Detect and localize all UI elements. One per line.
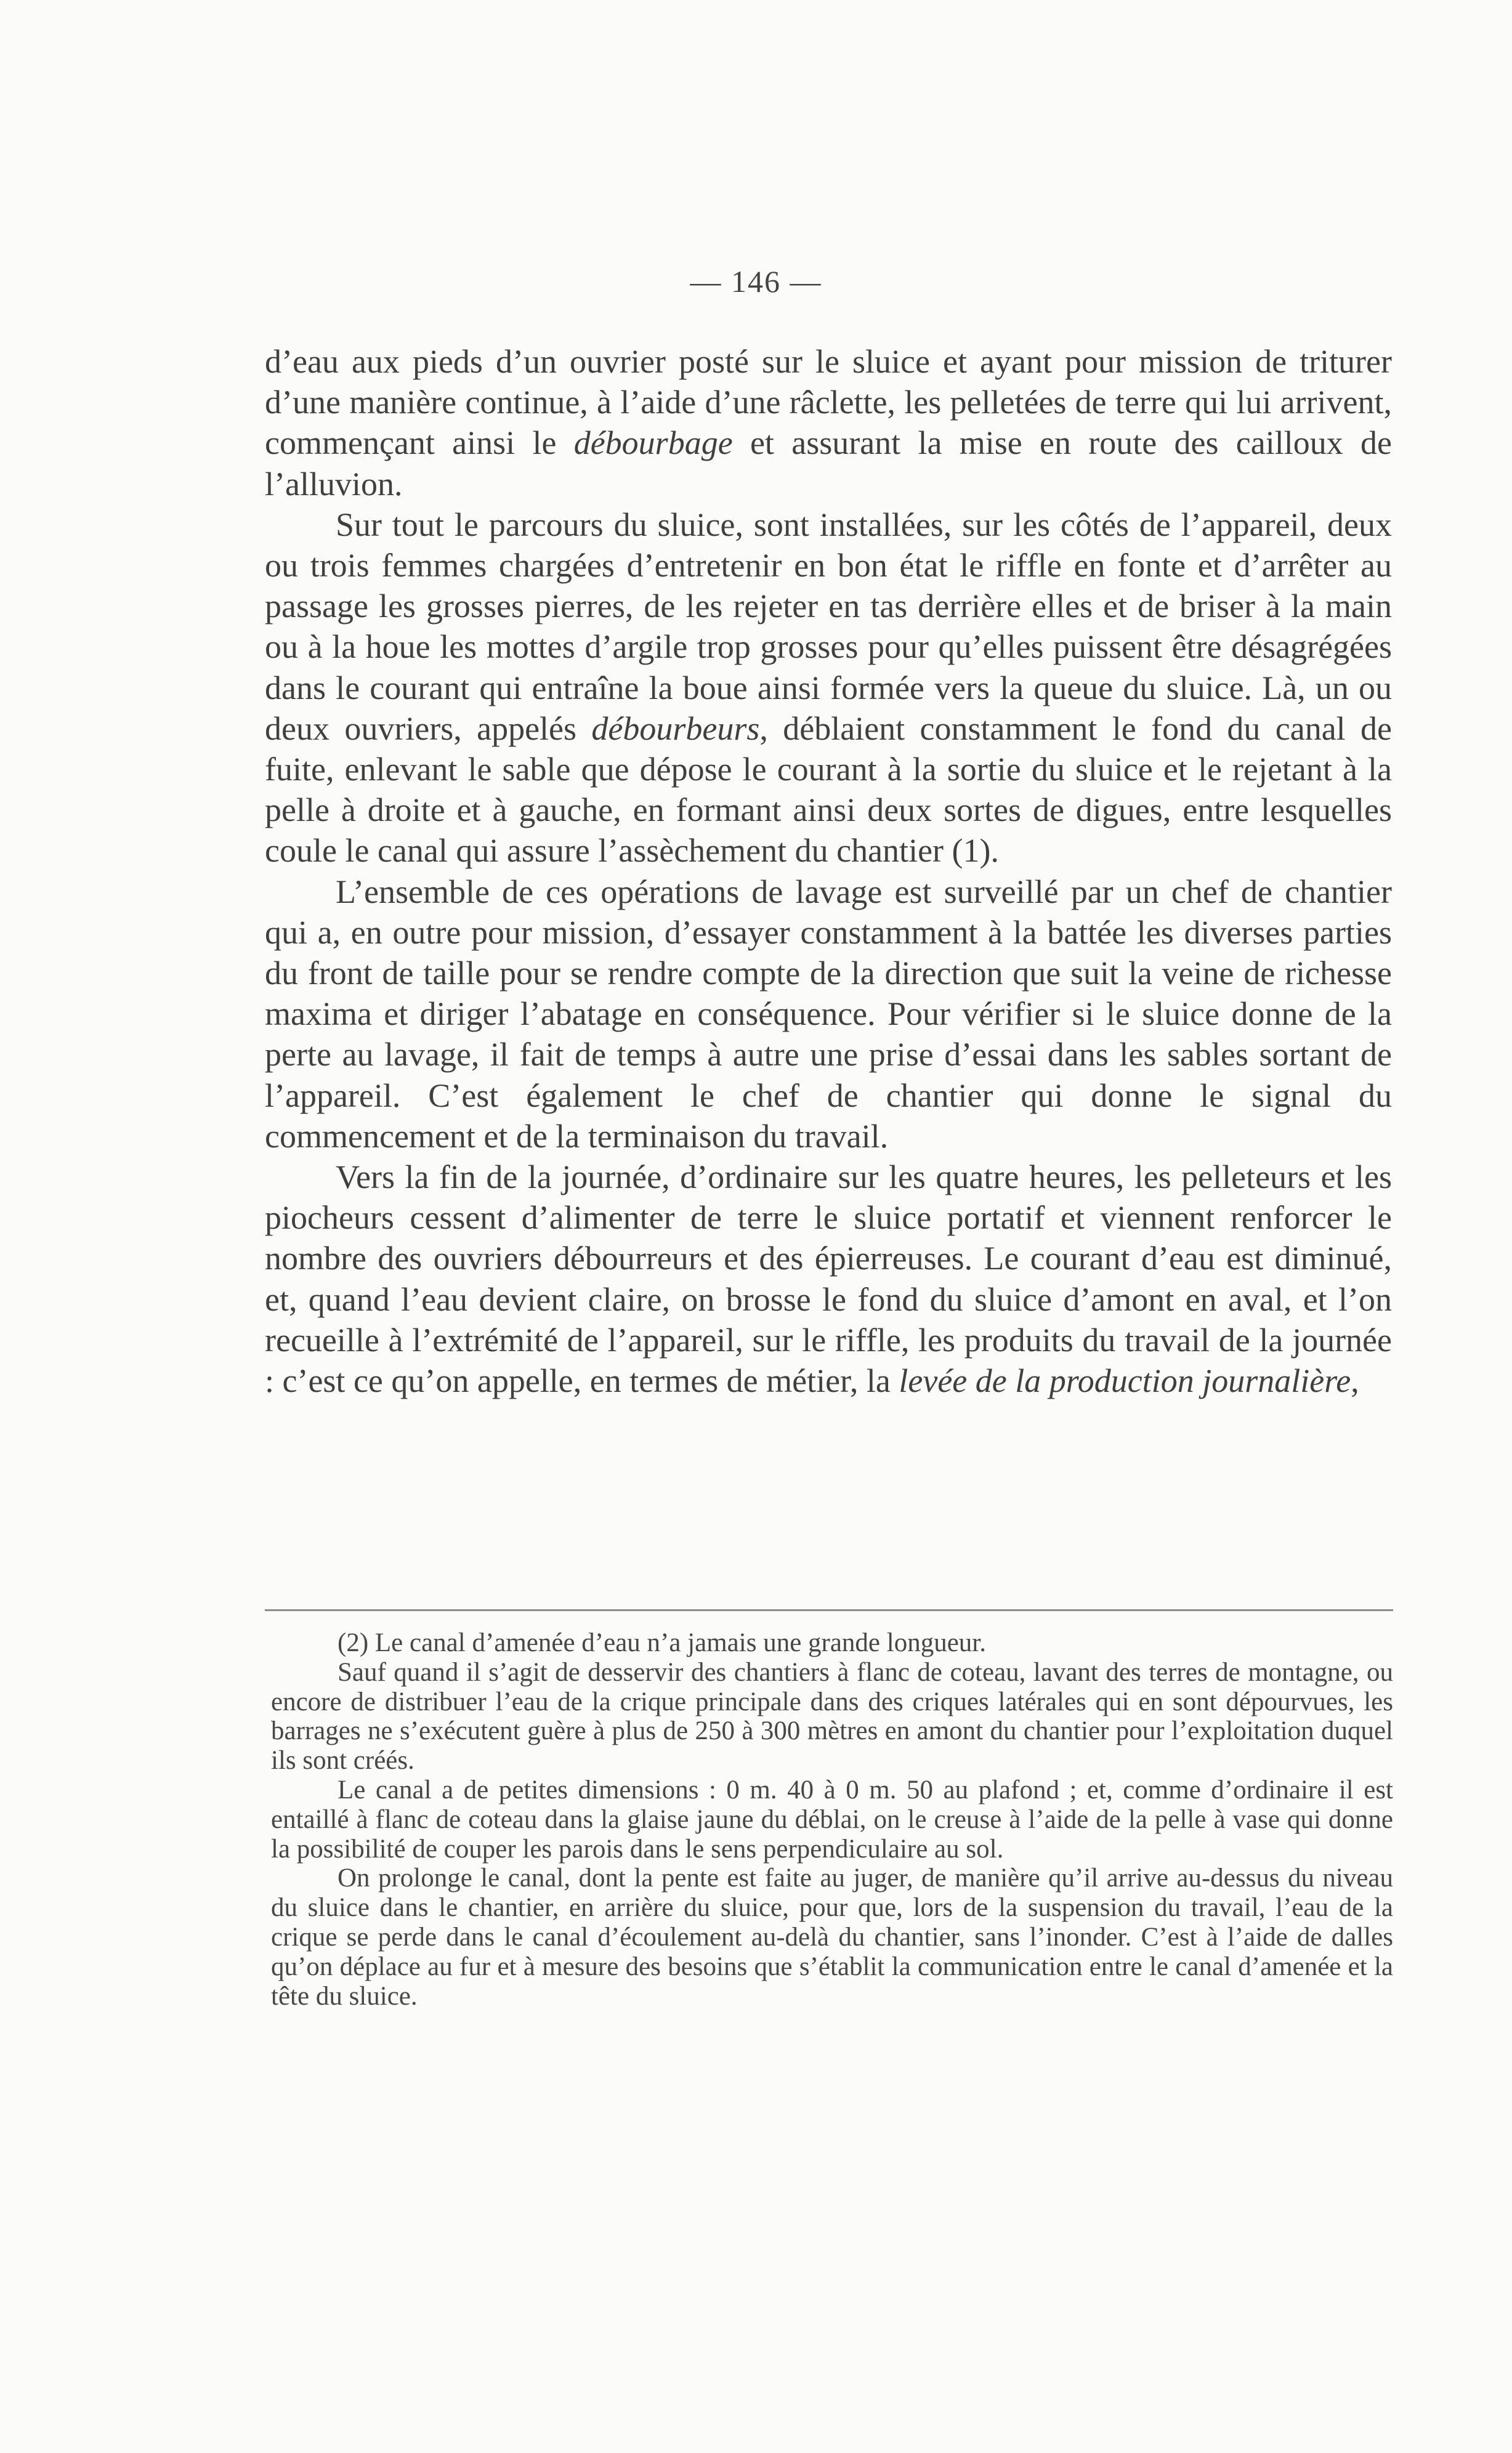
footnote: On prolonge le canal, dont la pente est faite au juger, de manière qu’il arrive au-dessus du niveau du sluice dans le chantier, en arrière du sluice, pour que, lors de la suspension du travail, l’eau de la crique se perde dans le canal d’écoulement au-delà du chantier, sans l’inonder. C’est à l’aide de dalles qu’on déplace au fur et à mesure des besoins que s’établit la communication entre le canal d’amenée et la tête du sluice.: [271, 1864, 1393, 2011]
paragraph-text: L’ensemble de ces opérations de lavage est surveillé par un chef de chantier qui a, en outre pour mission, d’essayer constamment à la battée les diverses parties du front de taille pour se rendre compte de la direction que suit la veine de richesse maxima et diriger l’abatage en conséquence. Pour vérifier si le sluice donne de la perte au lavage, il fait de temps à autre une prise d’essai dans les sables sortant de l’appareil. C’est également le chef de chantier qui donne le signal du commencement et de la terminaison du travail.: [265, 873, 1392, 1155]
main-text: [265, 341, 1392, 1401]
paragraph: [265, 871, 1392, 1157]
paragraph-text: Sur tout le parcours du sluice, sont installées, sur les côtés de l’appareil, deux ou trois femmes chargées d’entretenir en bon état le riffle en fonte et d’arrêter au passage les grosses pierres, de les rejeter en tas derrière elles et de briser à la main ou à la houe les mottes d’argile trop grosses pour qu’elles puissent être désagrégées dans le courant qui entraîne la boue ainsi formée vers la queue du sluice. Là, un ou deux ouvriers, appelés: [265, 506, 1392, 747]
footnotes: [271, 1628, 1393, 2011]
paragraph: [265, 341, 1392, 504]
paragraph-text: Vers la fin de la journée, d’ordinaire sur les quatre heures, les pelleteurs et les piocheurs cessent d’alimenter de terre le sluice portatif et viennent renforcer le nombre des ouvriers débourreurs et des épierreuses. Le courant d’eau est diminué, et, quand l’eau devient claire, on brosse le fond du sluice d’amont en aval, et l’on recueille à l’extrémité de l’appareil, sur le riffle, les produits du travail de la journée : c’est ce qu’on appelle, en termes de métier, la: [265, 1158, 1392, 1400]
footnote-divider: [265, 1609, 1393, 1611]
page-number: — 146 —: [690, 264, 822, 299]
paragraph-text: ,: [1351, 1362, 1359, 1400]
footnote: Le canal a de petites dimensions : 0 m. 40 à 0 m. 50 au plafond ; et, comme d’ordinaire il est entaillé à flanc de coteau dans la glaise jaune du déblai, on le creuse à l’aide de la pelle à vase qui donne la possibilité de couper les parois dans le sens perpendiculaire au sol.: [271, 1775, 1393, 1864]
paragraph: [265, 1157, 1392, 1401]
paragraph-text: et assurant la mise en route des cailloux de l’alluvion.: [265, 424, 1392, 503]
paragraph-text: d’eau aux pieds d’un ouvrier posté sur le sluice et ayant pour mission de triturer d’une manière continue, à l’aide d’une râclette, les pelletées de terre qui lui arrivent, commençant ainsi le: [265, 343, 1392, 462]
italic-term: débourbeurs: [591, 709, 760, 747]
paragraph-text: , déblaient constamment le fond du canal de fuite, enlevant le sable que dépose le courant à la sortie du sluice et le rejetant à la pelle à droite et à gauche, en formant ainsi deux sortes de digues, entre lesquelles coule le canal qui assure l’assèchement du chantier (1).: [265, 709, 1392, 870]
italic-term: levée de la production journalière: [899, 1362, 1351, 1400]
footnote: (2) Le canal d’amenée d’eau n’a jamais une grande longueur.: [338, 1628, 986, 1657]
footnote: Sauf quand il s’agit de desservir des chantiers à flanc de coteau, lavant des terres de montagne, ou encore de distribuer l’eau de la crique principale dans des criques latérales qui en sont dépourvues, les barrages ne s’exécutent guère à plus de 250 à 300 mètres en amont du chantier pour l’exploitation duquel ils sont créés.: [271, 1657, 1393, 1776]
italic-term: débourbage: [573, 424, 733, 462]
paragraph: [265, 504, 1392, 871]
